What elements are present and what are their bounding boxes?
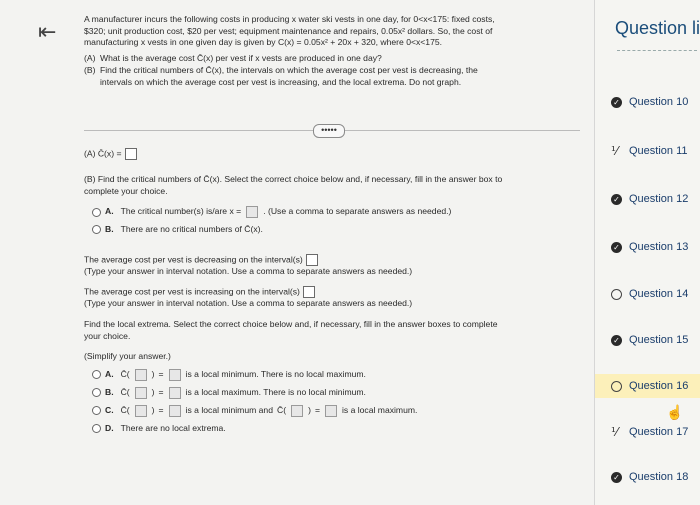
choice-letter: A.	[105, 206, 114, 217]
answer-b-prompt-2: complete your choice.	[84, 185, 168, 196]
choice-letter: C.	[105, 404, 114, 415]
increasing-question	[84, 286, 584, 310]
extrema-value-input[interactable]	[169, 405, 181, 417]
choice-b-text: There are no critical numbers of C̄(x).	[120, 224, 263, 235]
extrema-x-input[interactable]	[135, 387, 147, 399]
radio-button[interactable]	[92, 225, 101, 234]
decreasing-interval-input[interactable]	[306, 254, 318, 266]
decreasing-text: The average cost per vest is decreasing on the interval(s)	[84, 254, 303, 265]
extrema-value-input-2[interactable]	[325, 405, 337, 417]
choice-letter: A.	[105, 368, 114, 379]
question-label: Question 17	[629, 426, 689, 438]
question-item[interactable]	[595, 139, 700, 163]
extrema-choice-b[interactable]	[92, 387, 584, 399]
ext-b-text: is a local maximum. There is no local minimum.	[185, 386, 366, 397]
collapse-left-arrow-icon[interactable]: ⇤	[38, 20, 57, 45]
close-paren: )	[308, 404, 311, 415]
question-item[interactable]	[595, 328, 700, 352]
part-b	[84, 65, 584, 88]
empty-circle-icon	[611, 289, 622, 300]
extrema-choice-c[interactable]	[92, 405, 584, 417]
decreasing-question	[84, 254, 584, 278]
extrema-value-input[interactable]	[169, 387, 181, 399]
radio-button[interactable]	[92, 388, 101, 397]
expand-button[interactable]: •••••	[313, 124, 345, 138]
radio-button[interactable]	[92, 424, 101, 433]
answer-b-prompt	[84, 174, 584, 197]
cbar-label: C̄(	[276, 404, 287, 415]
choice-a-text-2: . (Use a comma to separate answers as needed.)	[263, 206, 452, 217]
ext-d-text: There are no local extrema.	[120, 422, 226, 433]
check-circle-icon: ✓	[611, 242, 622, 253]
equals-sign: =	[158, 368, 164, 379]
question-item[interactable]	[595, 187, 700, 211]
question-label: Question 16	[629, 380, 689, 392]
ext-c-end: is a local maximum.	[341, 404, 418, 415]
close-paren: )	[151, 368, 155, 379]
question-label: Question 12	[629, 193, 689, 205]
part-a	[84, 53, 584, 65]
sidebar-title: Question li	[615, 18, 700, 38]
check-circle-icon: ✓	[611, 335, 622, 346]
sidebar-divider	[617, 50, 697, 51]
partial-credit-icon: ⅟	[611, 143, 618, 158]
extrema-value-input[interactable]	[169, 369, 181, 381]
part-b-label: (B)	[84, 65, 96, 76]
radio-button[interactable]	[92, 406, 101, 415]
question-label: Question 14	[629, 288, 689, 300]
problem-line-1: A manufacturer incurs the following costs in producing x water ski vests in one day, for 0<x<175: fixed costs,	[84, 14, 495, 24]
question-item[interactable]	[595, 465, 700, 489]
choice-letter: B.	[105, 224, 114, 235]
question-item[interactable]	[595, 420, 700, 444]
extrema-prompt	[84, 319, 584, 342]
extrema-choice-d[interactable]	[92, 423, 584, 435]
critical-choice-a[interactable]	[92, 206, 584, 218]
empty-circle-icon	[611, 381, 622, 392]
hand-pointer-cursor-icon: ☝	[666, 404, 684, 420]
ext-a-text: is a local minimum. There is no local maximum.	[185, 368, 366, 379]
part-a-text: What is the average cost C̄(x) per vest if x vests are produced in one day?	[100, 52, 382, 63]
problem-line-2: $320; unit production cost, $20 per vest; equipment maintenance and repairs, 0.05x² dollars. So, the cost of	[84, 25, 493, 36]
cbar-label: C̄(	[120, 368, 130, 379]
answer-a	[84, 148, 584, 160]
question-item[interactable]	[595, 374, 700, 398]
part-b-text-2: intervals on which the average cost per vest is increasing, and the local extrema. Do not graph.	[100, 76, 462, 87]
extrema-text-1: Find the local extrema. Select the correct choice below and, if necessary, fill in the answer boxes to complete	[84, 318, 498, 329]
increasing-text: The average cost per vest is increasing on the interval(s)	[84, 286, 300, 297]
choice-a-text-1: The critical number(s) is/are x =	[120, 206, 242, 217]
question-label: Question 10	[629, 96, 689, 108]
check-circle-icon: ✓	[611, 472, 622, 483]
check-circle-icon: ✓	[611, 194, 622, 205]
simplify-note: (Simplify your answer.)	[84, 351, 171, 362]
question-item[interactable]	[595, 90, 700, 114]
problem-line-3: manufacturing x vests in one given day is given by C(x) = 0.05x² + 20x + 320, where 0<x<175.	[84, 37, 443, 48]
equals-sign: =	[158, 404, 164, 415]
question-item[interactable]	[595, 235, 700, 259]
radio-button[interactable]	[92, 370, 101, 379]
close-paren: )	[151, 386, 155, 397]
extrema-choice-a[interactable]	[92, 369, 584, 381]
answer-a-input[interactable]	[125, 148, 137, 160]
question-item[interactable]	[595, 282, 700, 306]
cbar-label: C̄(	[120, 404, 130, 415]
choice-letter: D.	[105, 422, 114, 433]
increasing-interval-input[interactable]	[303, 286, 315, 298]
critical-choice-b[interactable]	[92, 224, 584, 236]
part-b-text-1: Find the critical numbers of C̄(x), the intervals on which the average cost per vest is decreasing, the	[100, 65, 478, 76]
extrema-x-input[interactable]	[135, 405, 147, 417]
partial-credit-icon: ⅟	[611, 424, 618, 439]
decreasing-hint: (Type your answer in interval notation. Use a comma to separate answers as needed.)	[84, 265, 413, 276]
extrema-x-input-2[interactable]	[291, 405, 303, 417]
question-label: Question 13	[629, 241, 689, 253]
question-label: Question 18	[629, 471, 689, 483]
equals-sign: =	[314, 404, 320, 415]
close-paren: )	[151, 404, 155, 415]
problem-statement	[84, 14, 584, 90]
extrema-x-input[interactable]	[135, 369, 147, 381]
part-a-label: (A)	[84, 52, 96, 63]
choice-letter: B.	[105, 386, 114, 397]
answer-b-prompt-1: (B) Find the critical numbers of C̄(x). Select the correct choice below and, if necessary, fill in the answer box to	[84, 174, 503, 184]
radio-button[interactable]	[92, 208, 101, 217]
question-label: Question 15	[629, 334, 689, 346]
question-label: Question 11	[629, 145, 688, 157]
ext-c-mid: is a local minimum and	[185, 404, 273, 415]
check-circle-icon: ✓	[611, 97, 622, 108]
extrema-text-2: your choice.	[84, 330, 131, 341]
equals-sign: =	[158, 386, 164, 397]
answer-area	[84, 148, 584, 440]
answer-a-label: (A) C̄(x) =	[84, 148, 122, 159]
increasing-hint: (Type your answer in interval notation. Use a comma to separate answers as needed.)	[84, 298, 413, 309]
critical-number-input[interactable]	[246, 206, 258, 218]
cbar-label: C̄(	[120, 386, 130, 397]
question-list-sidebar	[594, 0, 700, 505]
